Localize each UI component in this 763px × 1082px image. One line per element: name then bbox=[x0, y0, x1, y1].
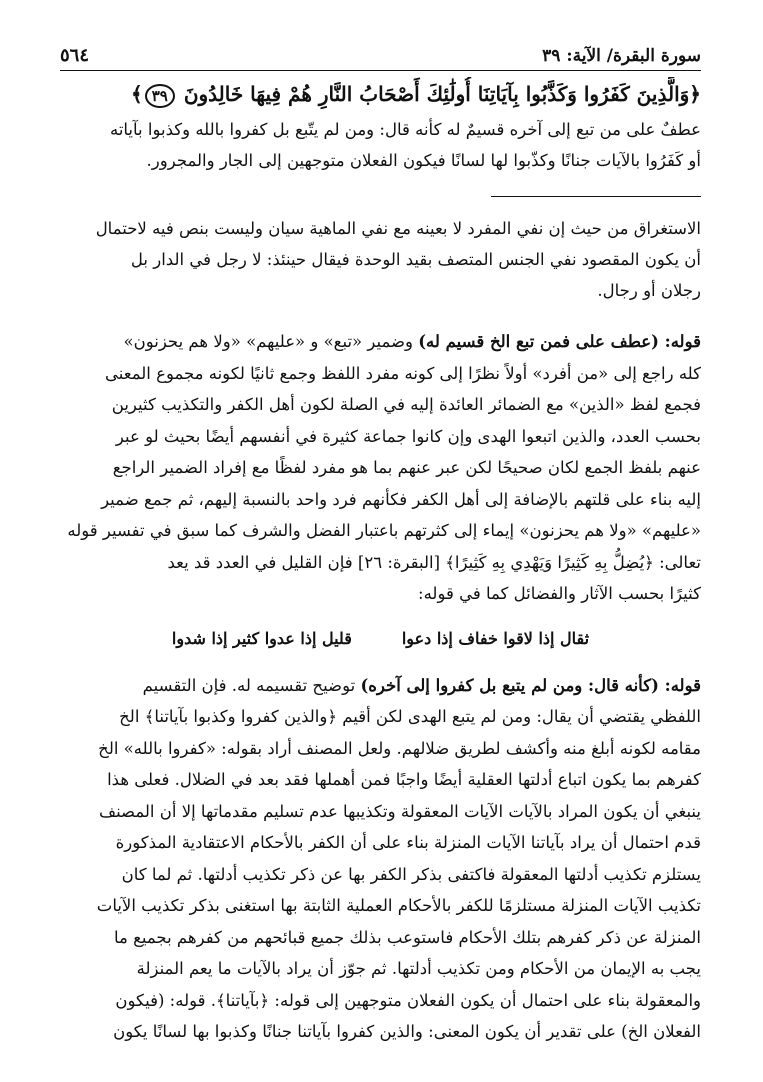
gloss-line: كفرهم بما يكون اتباع أدلتها العقلية أيضًا واجبًا فمن أهملها فقد بعد في الضلال. فعلى هذا bbox=[107, 770, 701, 789]
poem-hemistich-left: قليل إذا عدوا كثير إذا شدوا bbox=[171, 628, 352, 648]
gloss-block-2 bbox=[60, 670, 701, 1048]
footnote-line: الاستغراق من حيث إن نفي المفرد لا بعينه مع نفي الماهية سيان وليست بنص فيه لاحتمال bbox=[95, 219, 701, 238]
footnote-line: أن يكون المقصود نفي الجنس المتصف بقيد الوحدة فيقال حينئذ: لا رجل في الدار بل bbox=[130, 250, 701, 269]
section-divider bbox=[491, 196, 701, 197]
gloss-line: عنهم بلفظ الجمع لكان صحيحًا لكن عبر عنهم بما هو مفرد لفظًا مع إفراد الضمير الراجع bbox=[112, 458, 701, 477]
footnote-line: رجلان أو رجال. bbox=[597, 281, 701, 300]
gloss-line: تكذيب الآيات المنزلة مستلزمًا للكفر بالأحكام العملية الثابتة بها استغنى بذكر تكذيب الآيات bbox=[96, 896, 701, 915]
gloss-text: توضيح تقسيمه له. فإن التقسيم bbox=[142, 675, 361, 695]
quran-verse bbox=[60, 77, 701, 111]
gloss-line: تعالى: ﴿يُضِلُّ بِهِ كَثِيرًا وَيَهْدِي بِهِ كَثِيرًا﴾ [البقرة: ٢٦] فإن القليل في العدد قد يعد bbox=[167, 552, 701, 572]
main-commentary-line: أو كَفَرُوا بالآيات جنانًا وكذّبوا لها لسانًا فيكون الفعلان متوجهين إلى الجار والمجرور. bbox=[146, 150, 701, 170]
gloss-line: بحسب العدد، والذين اتبعوا الهدى وإن كانوا جماعة كثيرة في أنفسهم أيضًا بحيث لو عبر bbox=[115, 426, 701, 446]
gloss-lead: قوله: (عطف على فمن تبع الخ قسيم له) bbox=[418, 332, 701, 351]
page-header bbox=[60, 40, 701, 71]
gloss-text: وضمير «تبع» و «عليهم» «ولا هم يحزنون» bbox=[123, 332, 419, 351]
gloss-line: إليه بناء على قلتهم بالإضافة إلى أهل الكفر فكأنهم فرد واحد بالنسبة إليهم، ثم جمع ضمير bbox=[101, 489, 701, 509]
gloss-line bbox=[60, 670, 701, 702]
main-commentary-line: عطفٌ على من تبع إلى آخره قسيمٌ له كأنه قال: ومن لم يتّبع بل كفروا بالله وكذبوا بآياته bbox=[109, 120, 701, 139]
main-commentary bbox=[60, 115, 701, 176]
gloss-line: المنزلة عن ذكر كفرهم بتلك الأحكام فاستوعب بذلك جميع قبائحهم من كفرهم بجميع ما bbox=[114, 927, 701, 947]
gloss-block-1 bbox=[60, 326, 701, 610]
gloss-line: قدم احتمال أن يراد بآياتنا الآيات المنزلة بناء على أن الكفر بالأحكام الاعتقادية المذكورة bbox=[115, 833, 701, 852]
verse-number-badge: ٣٩ bbox=[145, 84, 175, 108]
verse-close-bracket: ﴾ bbox=[131, 82, 143, 106]
poem-hemistich-right: ثقال إذا لاقوا خفاف إذا دعوا bbox=[401, 628, 590, 648]
gloss-line: يستلزم تكذيب أدلتها المعقولة فاكتفى بذكر الكفر بها عن ذكر تكذيب أدلتها. ثم لما كان bbox=[121, 864, 701, 884]
gloss-line: كله راجع إلى «من أفرد» أولاً نظرًا إلى كونه مفرد اللفظ وجمع ثانيًا لكونه مجموع المعنى bbox=[105, 363, 701, 383]
gloss-line bbox=[60, 326, 701, 358]
gloss-line: الفعلان الخ) على تقدير أن يكون المعنى: والذين كفروا بآياتنا جنانًا وكذبوا بها لسانًا يكون bbox=[113, 1022, 701, 1041]
gloss-line: فجمع لفظ «الذين» مع الضمائر العائدة إليه في الصلة لكون أهل الكفر والتكذيب كثيرين bbox=[111, 395, 701, 414]
poetry-verse bbox=[60, 624, 701, 654]
footnote-block bbox=[60, 213, 701, 306]
page-number: ٥٦٤ bbox=[60, 45, 90, 66]
verse-open-bracket: ﴿ bbox=[689, 82, 701, 106]
gloss-line: ينبغي أن يكون المراد بالآيات الآيات المعقولة وتكذيبها عدم تسليم مقدماتها إلا أن المصنف bbox=[98, 801, 701, 821]
gloss-line: كثيرًا بحسب الآثار والفضائل كما في قوله: bbox=[418, 584, 701, 603]
verse-text: وَالَّذِينَ كَفَرُوا وَكَذَّبُوا بِآيَاتِنَا أُولَٰئِكَ أَصْحَابُ النَّارِ هُمْ فِيهَا خَالِدُونَ bbox=[183, 82, 690, 106]
gloss-line: «عليهم» «ولا هم يحزنون» إيماء إلى كثرتهم باعتبار الفضل والشرف كما سبق في تفسير قوله bbox=[67, 521, 701, 540]
gloss-line: يجب به الإيمان من الأحكام ومن تكذيب أدلتها. ثم جوّز أن يراد بالآيات ما يعم المنزلة bbox=[136, 959, 701, 978]
gloss-line: اللفظي يقتضي أن يقال: ومن لم يتبع الهدى لكن أقيم ﴿والذين كفروا وكذبوا بآياتنا﴾ الخ bbox=[119, 707, 701, 726]
running-title: سورة البقرة/ الآية: ٣٩ bbox=[542, 46, 701, 66]
gloss-line: والمعقولة بناء على احتمال أن يكون الفعلان متوجهين إلى قوله: ﴿بآياتنا﴾. قوله: (فيكون bbox=[115, 990, 701, 1010]
gloss-lead: قوله: (كأنه قال: ومن لم يتبع بل كفروا إلى آخره) bbox=[360, 675, 701, 695]
gloss-line: مقامه لكونه أبلغ منه وأكشف لطريق ضلالهم. ولعل المصنف أراد بقوله: «كفروا بالله» الخ bbox=[98, 738, 701, 758]
